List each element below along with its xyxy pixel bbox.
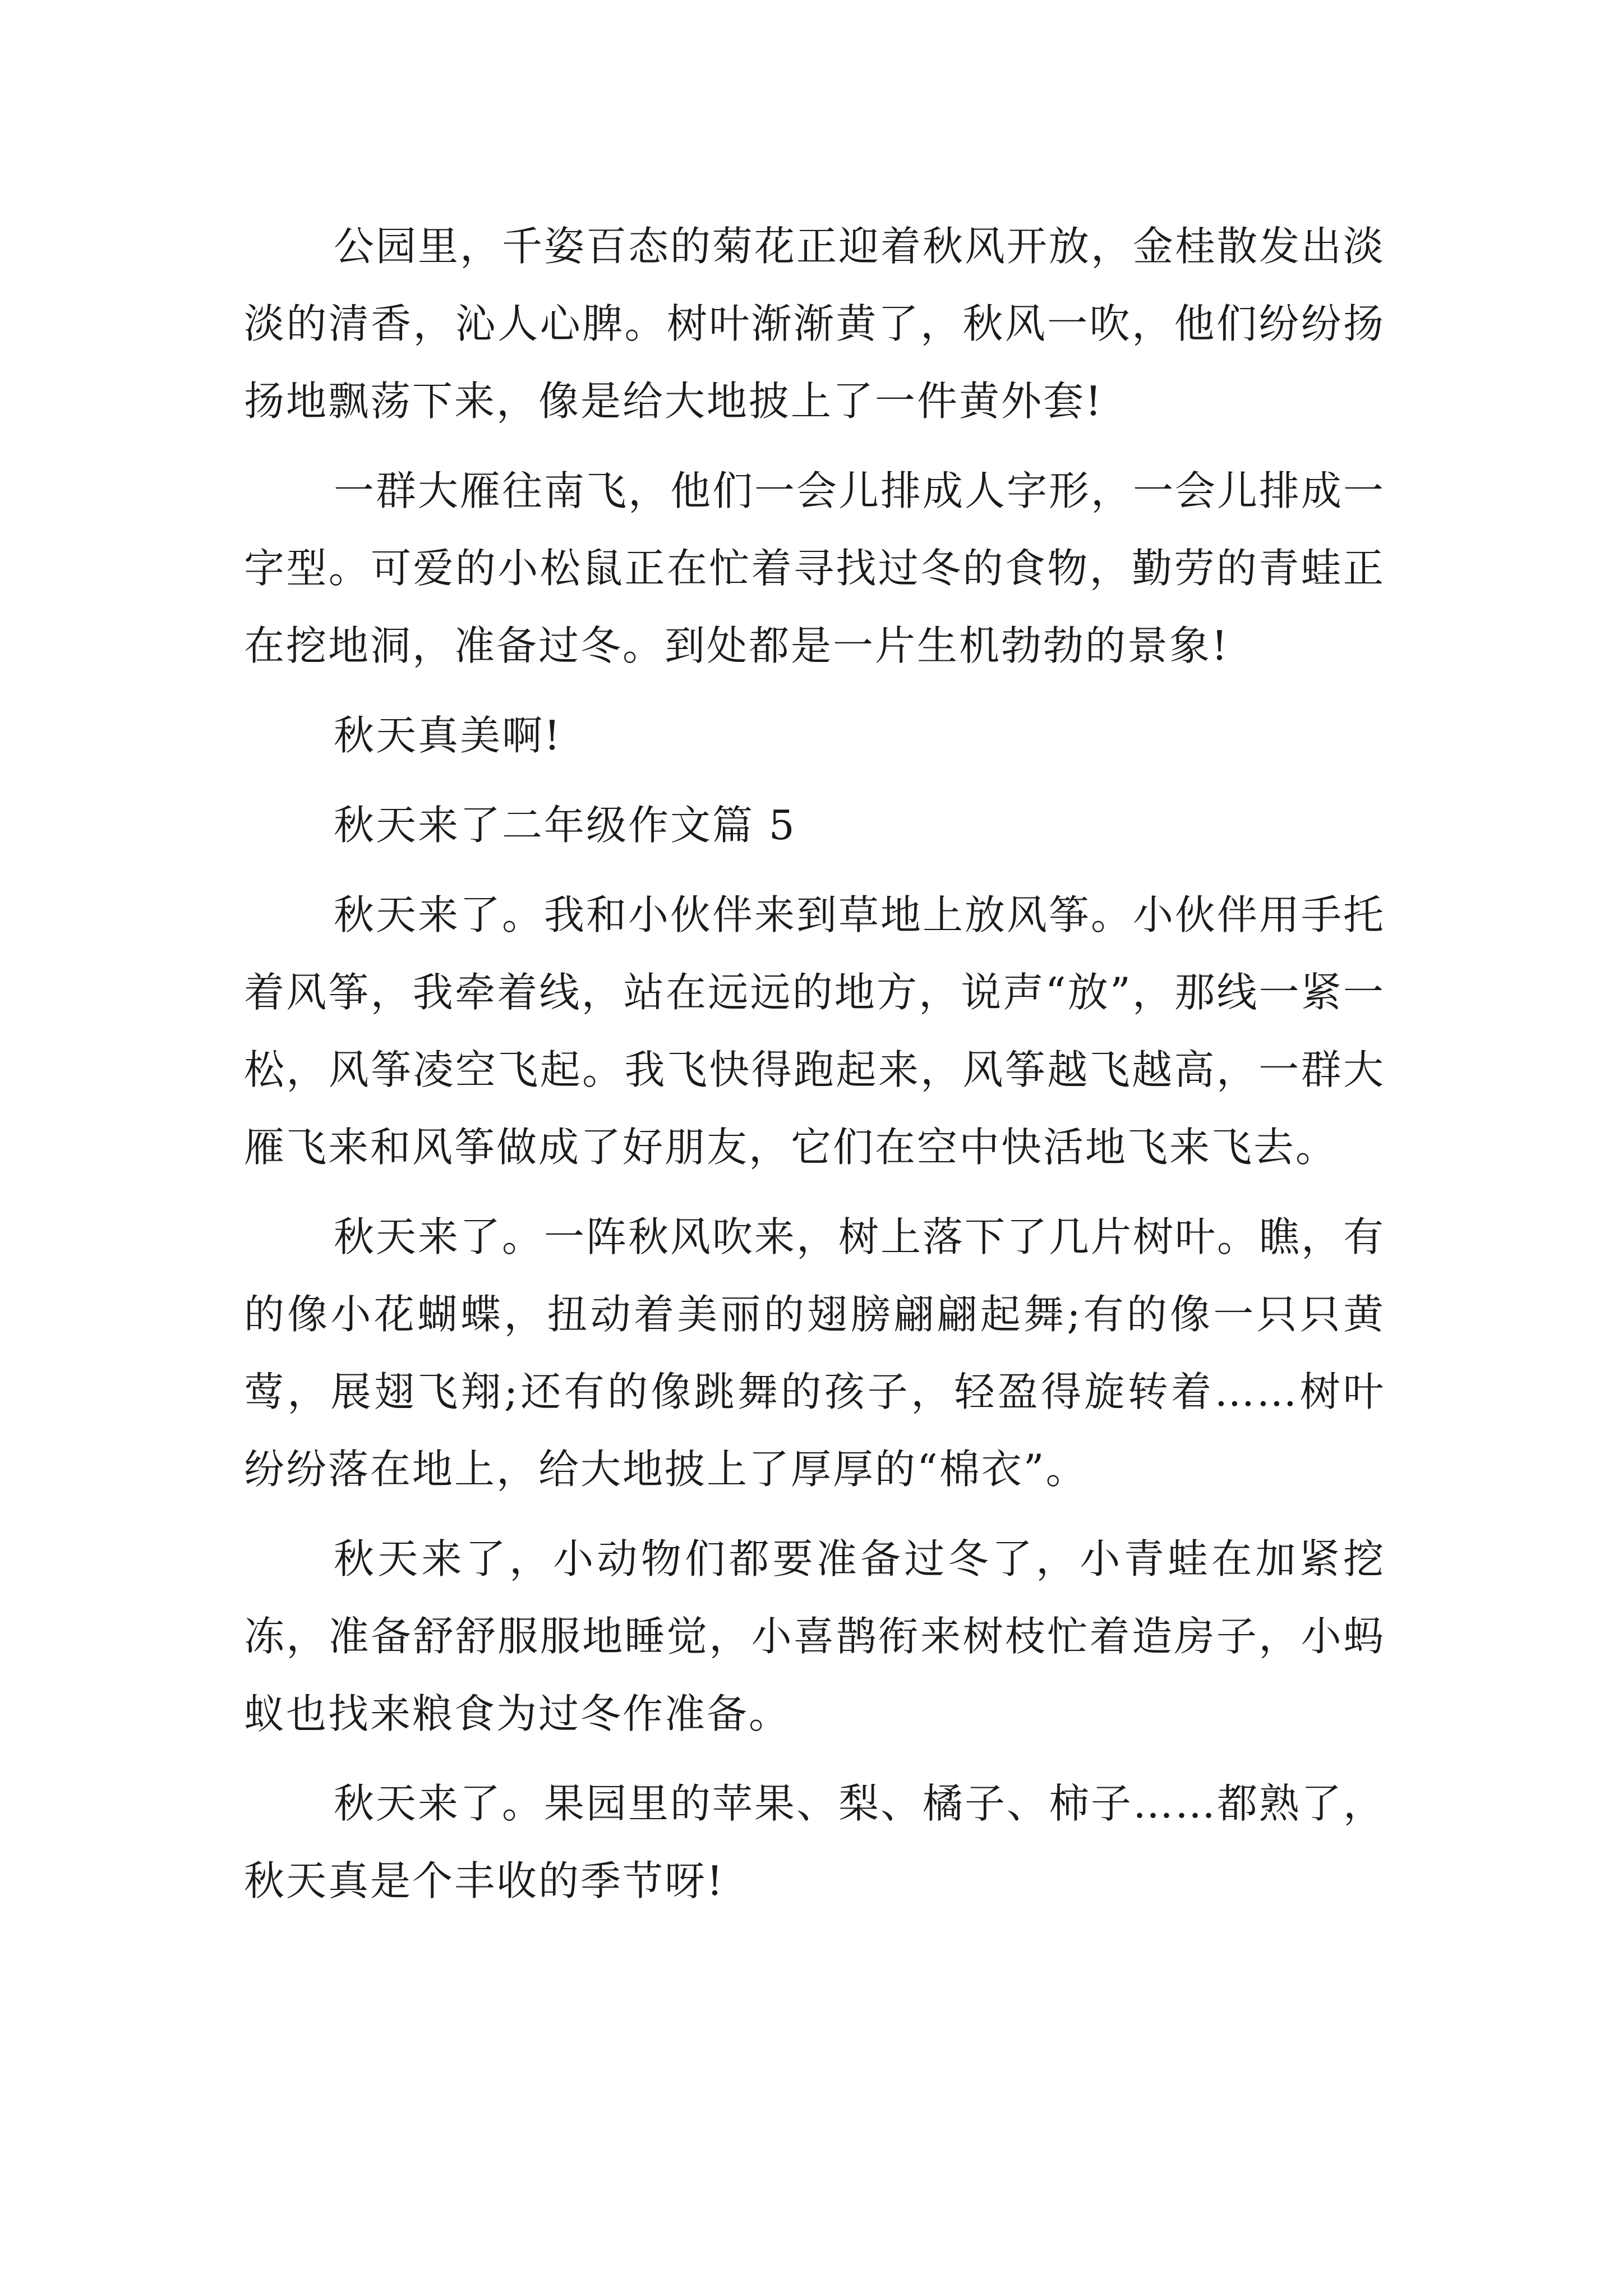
paragraph: 秋天来了，小动物们都要准备过冬了，小青蛙在加紧挖冻，准备舒舒服服地睡觉，小喜鹊衔来树枝忙着造房子，小蚂蚁也找来粮食为过冬作准备。: [244, 1535, 1385, 1737]
section-title: 秋天来了二年级作文篇 5: [334, 802, 796, 849]
paragraph: 秋天来了。我和小伙伴来到草地上放风筝。小伙伴用手托着风筝，我牵着线，站在远远的地方，说声“放”，那线一紧一松，风筝凌空飞起。我飞快得跑起来，风筝越飞越高，一群大雁飞来和风筝做成了好朋友，它们在空中快活地飞来飞去。: [244, 891, 1386, 1171]
paragraph: 秋天来了。一阵秋风吹来，树上落下了几片树叶。瞧，有的像小花蝴蝶，扭动着美丽的翅膀翩翩起舞;有的像一只只黄莺，展翅飞翔;还有的像跳舞的孩子，轻盈得旋转着……树叶纷纷落在地上，给大地披上了厚厚的“棉衣”。: [244, 1213, 1386, 1493]
document-body: [244, 208, 1385, 1932]
paragraph: 秋天真美啊!: [334, 712, 562, 759]
paragraph: 一群大雁往南飞，他们一会儿排成人字形，一会儿排成一字型。可爱的小松鼠正在忙着寻找过冬的食物，勤劳的青蛙正在挖地洞，准备过冬。到处都是一片生机勃勃的景象!: [244, 467, 1386, 669]
paragraph: 公园里，千姿百态的菊花正迎着秋风开放，金桂散发出淡淡的清香，沁人心脾。树叶渐渐黄了，秋风一吹，他们纷纷扬扬地飘荡下来，像是给大地披上了一件黄外套!: [244, 223, 1386, 425]
paragraph: 秋天来了。果园里的苹果、梨、橘子、柿子……都熟了，秋天真是个丰收的季节呀!: [244, 1780, 1386, 1904]
